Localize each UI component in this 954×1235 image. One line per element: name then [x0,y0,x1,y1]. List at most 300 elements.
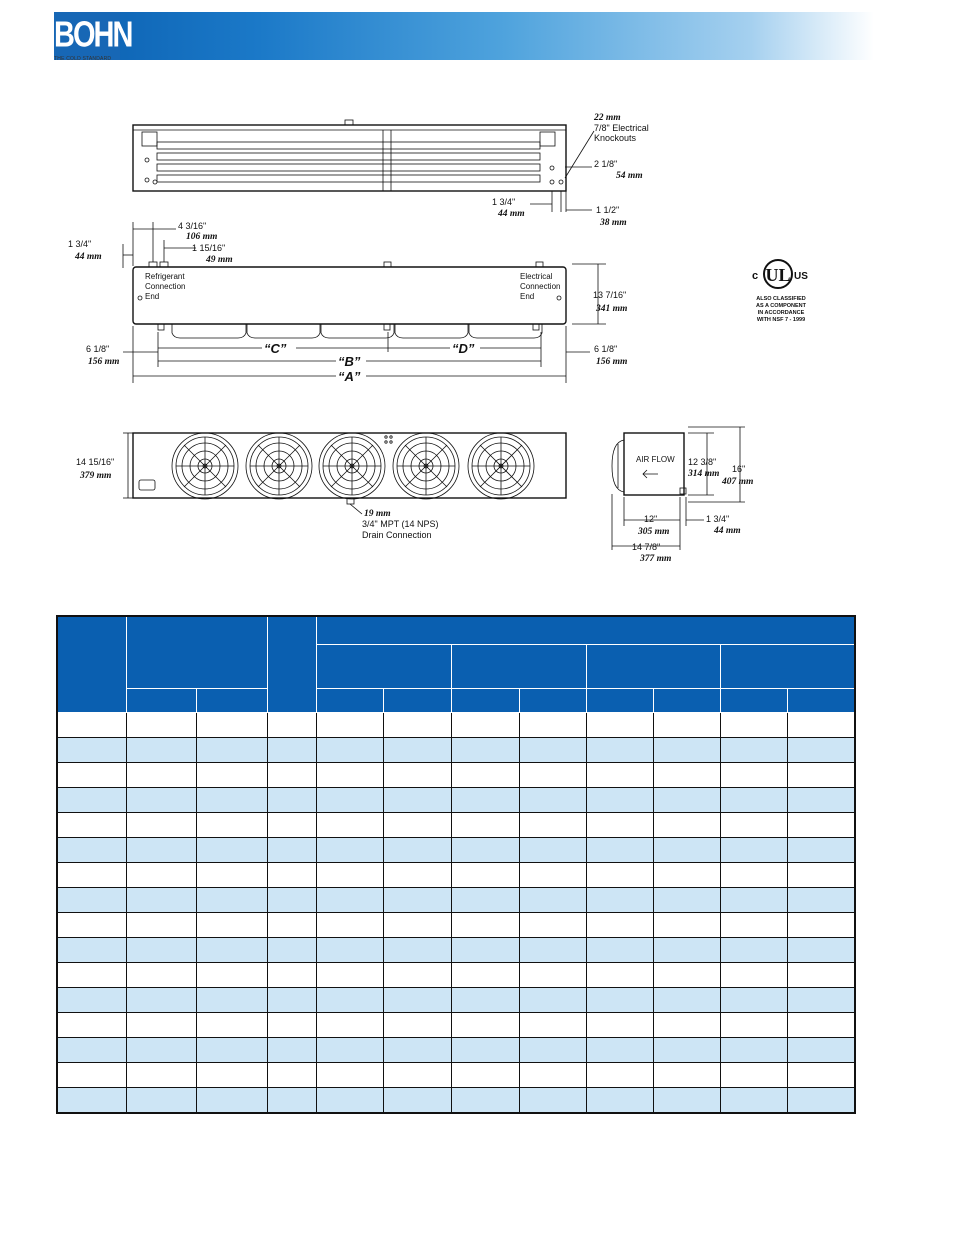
table-cell [268,862,317,887]
table-cell [384,862,452,887]
table-cell [57,987,126,1012]
table-cell [57,762,126,787]
table-cell [586,962,653,987]
table-cell [196,987,267,1012]
table-cell [519,737,586,762]
table-cell [268,887,317,912]
table-cell [788,912,855,937]
table-cell [586,712,653,737]
table-cell [317,1037,384,1062]
table-cell [721,1037,788,1062]
table-cell [268,787,317,812]
table-cell [653,962,720,987]
table-cell [653,912,720,937]
fan-5 [468,433,534,499]
header-sub-cell [196,688,267,712]
top-dim-1-in: 2 1/8" [594,159,618,169]
side-outer-height-mm: 407 mm [722,477,754,487]
table-cell [384,762,452,787]
bottom-height-in: 14 15/16" [76,457,115,467]
fan-4 [393,433,459,499]
table-cell [196,862,267,887]
table-cell [788,887,855,912]
table-cell [196,1062,267,1087]
table-row [57,1037,855,1062]
refrigerant-end-label: Refrigerant [145,272,185,281]
end-left-in: 6 1/8" [86,344,110,354]
table-cell [519,1087,586,1113]
table-cell [196,962,267,987]
top-dim-2-in: 1 3/4" [492,197,516,207]
table-row [57,1087,855,1113]
header-sub-cell [519,688,586,712]
table-cell [384,962,452,987]
table-cell [268,837,317,862]
table-cell [586,812,653,837]
table-cell [268,737,317,762]
table-cell [317,987,384,1012]
front-left-in: 1 3/4" [68,239,92,249]
knockout-label-2: Knockouts [594,133,637,143]
fan-guard-1 [172,324,246,338]
table-cell [196,1037,267,1062]
table-cell [519,987,586,1012]
table-cell [452,887,519,912]
table-cell [126,762,196,787]
table-cell [317,837,384,862]
table-cell [721,737,788,762]
table-cell [196,712,267,737]
table-cell [126,887,196,912]
table-cell [586,987,653,1012]
side-view-housing [624,433,684,495]
table-cell [317,762,384,787]
table-cell [452,912,519,937]
top-view [133,113,649,228]
table-cell [788,787,855,812]
fan-guard-3 [321,324,394,338]
table-cell [721,712,788,737]
header-sub-cell [317,688,384,712]
table-cell [721,912,788,937]
table-cell [788,987,855,1012]
table-cell [788,1012,855,1037]
table-cell [519,912,586,937]
end-right-in: 6 1/8" [594,344,618,354]
table-cell [586,737,653,762]
table-cell [452,862,519,887]
table-cell [519,712,586,737]
top-dim-3-mm: 38 mm [600,218,627,228]
table-cell [788,737,855,762]
front-offset-2-mm: 49 mm [206,255,233,265]
ul-note-line-3: IN ACCORDANCE [757,310,805,316]
table-cell [268,1012,317,1037]
table-cell [586,1012,653,1037]
table-cell [653,1062,720,1087]
header-sub-cell [452,688,519,712]
front-left-mm: 44 mm [75,252,102,262]
drain-mm: 19 mm [364,509,391,519]
table-cell [653,712,720,737]
table-cell [57,787,126,812]
table-cell [384,937,452,962]
table-cell [268,987,317,1012]
table-cell [317,812,384,837]
table-cell [384,1012,452,1037]
header-dim-a-cell [317,644,452,688]
brand-wordmark: BOHN [54,15,132,55]
ul-note-line-1: ALSO CLASSIFIED [756,296,806,302]
table-cell [126,787,196,812]
table-cell [57,737,126,762]
table-cell [721,762,788,787]
table-cell [519,1062,586,1087]
table-row [57,1062,855,1087]
table-cell [519,887,586,912]
table-cell [57,1062,126,1087]
table-row [57,812,855,837]
table-row [57,987,855,1012]
table-cell [452,837,519,862]
table-cell [788,1087,855,1113]
table-cell [57,812,126,837]
table-row [57,937,855,962]
table-cell [317,937,384,962]
top-dim-3-in: 1 1/2" [596,205,620,215]
table-cell [653,1012,720,1037]
table-cell [384,1062,452,1087]
table-cell [586,912,653,937]
table-cell [519,812,586,837]
table-cell [57,1037,126,1062]
end-left-mm: 156 mm [88,357,120,367]
table-cell [721,987,788,1012]
header-sub-cell [653,688,720,712]
ul-letters: UL [765,265,791,285]
front-offset-1-mm: 106 mm [186,232,218,242]
table-cell [196,887,267,912]
table-cell [57,862,126,887]
header-dim-d-cell [721,644,855,688]
table-cell [57,1012,126,1037]
ul-classification-note [746,296,816,324]
dimension-table [56,615,856,1114]
table-cell [317,887,384,912]
table-cell [519,837,586,862]
table-cell [586,937,653,962]
table-cell [653,762,720,787]
table-cell [196,937,267,962]
ul-listing-mark [738,255,818,295]
table-cell [452,1037,519,1062]
table-cell [788,962,855,987]
table-cell [653,837,720,862]
table-cell [788,712,855,737]
table-row [57,862,855,887]
ul-us: US [794,271,808,282]
table-cell [268,937,317,962]
side-depth-mm: 305 mm [638,527,670,537]
table-cell [268,962,317,987]
side-offset-in: 1 3/4" [706,514,730,524]
table-cell [57,912,126,937]
table-cell [586,1037,653,1062]
table-row [57,712,855,737]
top-dim-1-mm: 54 mm [616,171,643,181]
table-cell [317,712,384,737]
dimension-c: “C” [264,341,287,356]
table-cell [196,1012,267,1037]
table-cell [452,1062,519,1087]
table-cell [519,862,586,887]
table-cell [586,862,653,887]
table-cell [721,812,788,837]
electrical-end-label: Electrical [520,272,553,281]
table-cell [317,1012,384,1037]
fan-2 [246,433,312,499]
table-cell [126,712,196,737]
table-cell [452,937,519,962]
table-row [57,887,855,912]
table-cell [721,887,788,912]
table-cell [196,737,267,762]
table-cell [452,812,519,837]
table-cell [196,1087,267,1113]
table-cell [586,762,653,787]
table-cell [196,912,267,937]
table-cell [519,1037,586,1062]
table-cell [721,962,788,987]
table-cell [268,812,317,837]
header-sub-cell [126,688,196,712]
table-cell [452,962,519,987]
table-row [57,787,855,812]
table-cell [268,912,317,937]
table-cell [452,762,519,787]
table-cell [126,912,196,937]
table-row [57,1012,855,1037]
side-outer-height-in: 16" [732,464,746,474]
header-sub-cell [788,688,855,712]
table-cell [126,837,196,862]
table-cell [268,712,317,737]
table-cell [317,1062,384,1087]
side-inner-height-in: 12 3/8" [688,457,717,467]
table-cell [452,737,519,762]
table-cell [317,912,384,937]
table-cell [653,812,720,837]
table-cell [653,737,720,762]
table-cell [196,837,267,862]
fan-3 [319,433,385,499]
table-cell [653,937,720,962]
bottom-height-mm: 379 mm [80,471,112,481]
table-cell [126,1037,196,1062]
ul-note-line-2: AS A COMPONENT [755,303,806,309]
drain-size-label: 3/4" MPT (14 NPS) [362,519,439,529]
electrical-end-label-3: End [520,292,535,301]
table-cell [126,962,196,987]
table-cell [788,937,855,962]
bottom-view [76,433,566,540]
table-cell [57,1087,126,1113]
knockout-label: 7/8" Electrical [594,123,649,133]
table-cell [317,1087,384,1113]
table-cell [586,787,653,812]
table-cell [586,837,653,862]
table-cell [452,987,519,1012]
header-fans-cell [268,616,317,712]
table-row [57,762,855,787]
table-cell [653,862,720,887]
table-cell [196,762,267,787]
table-cell [196,812,267,837]
ul-note-line-4: WITH NSF 7 - 1999 [756,317,806,323]
brand-tagline: THE COLD STANDARD [54,56,112,62]
table-cell [268,1087,317,1113]
table-cell [653,1037,720,1062]
front-height-mm: 341 mm [596,304,628,314]
dimension-a: “A” [338,369,361,384]
table-cell [721,787,788,812]
table-cell [721,1062,788,1087]
table-row [57,737,855,762]
table-cell [384,787,452,812]
fan-guard-2 [247,324,320,338]
table-cell [452,787,519,812]
header-sub-cell [586,688,653,712]
side-overall-in: 14 7/8" [632,542,661,552]
table-cell [268,1037,317,1062]
table-row [57,962,855,987]
table-cell [452,1087,519,1113]
side-inner-height-mm: 314 mm [688,469,720,479]
electrical-end-label-2: Connection [520,282,561,291]
table-cell [721,837,788,862]
drain-connection-label: Drain Connection [362,530,432,540]
table-cell [57,962,126,987]
table-cell [519,787,586,812]
table-cell [126,1087,196,1113]
fan-guard-5 [469,324,542,338]
front-offset-1-in: 4 3/16" [178,221,207,231]
table-cell [57,712,126,737]
dimension-d: “D” [452,341,475,356]
table-cell [788,837,855,862]
table-cell [788,762,855,787]
header-dim-b-cell [452,644,586,688]
table-cell [126,862,196,887]
table-cell [519,1012,586,1037]
table-cell [721,937,788,962]
top-view-housing [133,125,566,191]
front-offset-2-in: 1 15/16" [192,243,226,253]
front-view [68,221,627,384]
table-cell [384,837,452,862]
top-dim-2-mm: 44 mm [498,209,525,219]
table-cell [384,712,452,737]
side-depth-in: 12" [644,514,658,524]
table-cell [384,1037,452,1062]
knockout-mm: 22 mm [594,113,621,123]
table-cell [384,1087,452,1113]
table-cell [586,887,653,912]
table-cell [519,937,586,962]
table-cell [586,1062,653,1087]
side-overall-mm: 377 mm [640,554,672,564]
end-right-mm: 156 mm [596,357,628,367]
header-group-1-cell [126,616,267,688]
airflow-label: AIR FLOW [636,455,675,464]
table-cell [653,987,720,1012]
fan-guard-4 [395,324,468,338]
table-cell [586,1087,653,1113]
side-view [612,427,753,564]
side-offset-mm: 44 mm [714,526,741,536]
table-cell [384,987,452,1012]
table-cell [452,712,519,737]
front-height-in: 13 7/16" [593,290,627,300]
table-cell [384,737,452,762]
ul-c: c [752,270,759,282]
table-cell [519,762,586,787]
table-cell [126,737,196,762]
table-cell [126,937,196,962]
table-cell [788,812,855,837]
table-cell [126,987,196,1012]
table-cell [721,1012,788,1037]
table-cell [57,887,126,912]
table-cell [788,1062,855,1087]
refrigerant-end-label-3: End [145,292,160,301]
table-cell [384,912,452,937]
table-cell [126,1062,196,1087]
front-view-housing [133,267,566,324]
table-row [57,837,855,862]
table-cell [653,787,720,812]
table-cell [653,887,720,912]
refrigerant-end-label-2: Connection [145,282,186,291]
table-cell [126,1012,196,1037]
table-cell [317,962,384,987]
header-sub-cell [384,688,452,712]
header-sub-cell [721,688,788,712]
dimension-b: “B” [338,354,361,369]
table-cell [384,887,452,912]
table-cell [452,1012,519,1037]
table-cell [317,862,384,887]
header-model-cell [57,616,126,712]
table-cell [317,737,384,762]
header-dimensions-cell [317,616,855,644]
table-cell [196,787,267,812]
table-cell [126,812,196,837]
table-cell [519,962,586,987]
table-cell [721,862,788,887]
table-cell [788,862,855,887]
table-row [57,912,855,937]
table-cell [57,837,126,862]
fan-1 [172,433,238,499]
header-dim-c-cell [586,644,720,688]
table-cell [268,1062,317,1087]
table-cell [721,1087,788,1113]
table-cell [384,812,452,837]
table-cell [57,937,126,962]
table-cell [788,1037,855,1062]
table-cell [268,762,317,787]
